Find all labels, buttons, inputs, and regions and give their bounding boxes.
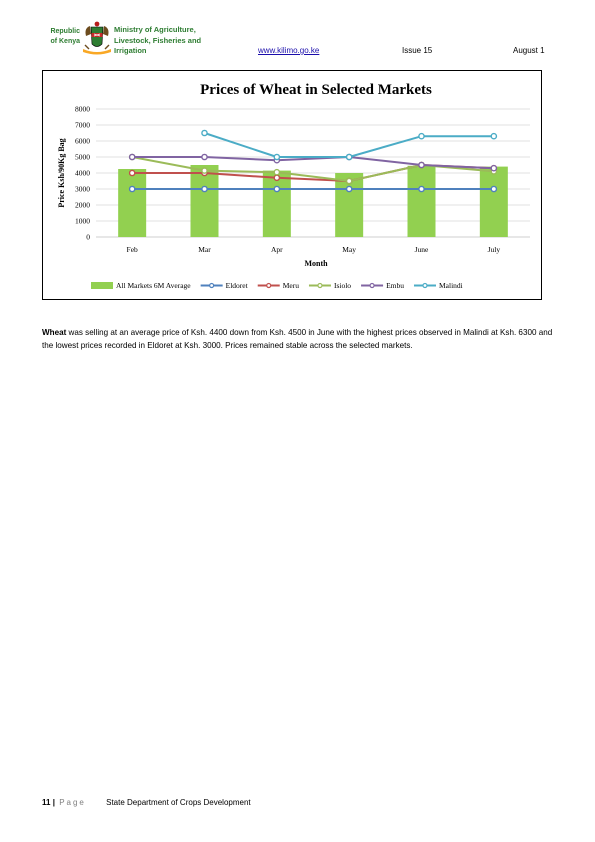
point-meru	[130, 170, 135, 175]
y-tick-label: 6000	[75, 136, 90, 146]
point-isiolo	[274, 170, 279, 175]
chart-title: Prices of Wheat in Selected Markets	[200, 82, 432, 98]
page-word: Page	[59, 798, 86, 807]
point-malindi	[274, 154, 279, 159]
page-number: 11	[42, 798, 51, 807]
legend-marker-eldoret	[210, 284, 214, 288]
x-tick-label: Feb	[126, 245, 138, 254]
summary-lead: Wheat	[42, 328, 67, 338]
issue-date: August 1	[513, 46, 545, 55]
x-tick-label: June	[414, 245, 429, 254]
republic-of-kenya-label	[44, 27, 80, 47]
ministry-line-1: Ministry of Agriculture,	[114, 25, 196, 34]
point-malindi	[202, 130, 207, 135]
y-tick-label: 4000	[75, 168, 90, 178]
legend-label-average: All Markets 6M Average	[116, 281, 191, 290]
point-eldoret	[419, 186, 424, 191]
legend-marker-isiolo	[318, 284, 322, 288]
y-tick-label: 1000	[75, 216, 90, 226]
wheat-price-chart	[42, 70, 542, 300]
bar-june	[408, 166, 436, 237]
x-tick-label: Mar	[198, 245, 211, 254]
coat-of-arms-icon	[80, 20, 114, 56]
page-separator: |	[52, 798, 55, 807]
x-tick-label: Apr	[270, 245, 283, 254]
ministry-name	[114, 25, 201, 57]
legend-swatch-average	[91, 282, 113, 289]
y-tick-label: 0	[86, 232, 90, 242]
point-eldoret	[202, 186, 207, 191]
point-eldoret	[347, 186, 352, 191]
legend-label-malindi: Malindi	[438, 281, 463, 290]
chart-canvas	[43, 71, 540, 298]
y-tick-label: 2000	[75, 200, 90, 210]
point-meru	[274, 175, 279, 180]
legend-marker-embu	[370, 284, 374, 288]
point-malindi	[347, 154, 352, 159]
point-eldoret	[130, 186, 135, 191]
x-axis-label: Month	[304, 259, 328, 268]
legend-label-eldoret: Eldoret	[225, 281, 248, 290]
point-embu	[202, 154, 207, 159]
y-tick-label: 8000	[75, 104, 90, 114]
point-isiolo	[347, 178, 352, 183]
legend-label-meru: Meru	[282, 281, 299, 290]
line-malindi	[205, 133, 494, 157]
ministry-line-3: Irrigation	[114, 46, 147, 55]
department-name: State Department of Crops Development	[106, 798, 251, 807]
bar-july	[480, 167, 508, 237]
website-link[interactable]: www.kilimo.go.ke	[258, 46, 320, 55]
x-tick-label: July	[487, 245, 501, 254]
point-embu	[491, 166, 496, 171]
legend-marker-malindi	[423, 284, 427, 288]
issue-number: Issue 15	[402, 46, 433, 55]
point-embu	[419, 162, 424, 167]
point-malindi	[419, 134, 424, 139]
x-tick-label: May	[342, 245, 357, 254]
y-axis-label: Price Ksh/90Kg Bag	[57, 138, 66, 208]
point-embu	[130, 154, 135, 159]
summary-text: was selling at an average price of Ksh. 4400 down from Ksh. 4500 in June with the highest prices observed in Malindi at Ksh. 6300 and the lowest prices recorded in Eldoret at Ksh. 3000. Prices remained stable across the selected markets.	[42, 328, 553, 351]
y-tick-label: 7000	[75, 120, 90, 130]
y-tick-label: 3000	[75, 184, 90, 194]
point-eldoret	[274, 186, 279, 191]
ministry-line-2: Livestock, Fisheries and	[114, 35, 202, 45]
page-footer	[42, 798, 251, 807]
point-malindi	[491, 134, 496, 139]
republic-line-2: of Kenya	[50, 38, 80, 45]
republic-line-1: Republic	[50, 28, 80, 35]
summary-paragraph	[42, 326, 556, 352]
legend-label-embu: Embu	[386, 281, 404, 290]
point-isiolo	[202, 168, 207, 173]
bar-feb	[118, 169, 146, 237]
point-eldoret	[491, 186, 496, 191]
legend-label-isiolo: Isiolo	[333, 281, 352, 290]
line-isiolo	[132, 157, 494, 181]
legend-marker-meru	[267, 284, 271, 288]
y-tick-label: 5000	[75, 152, 90, 162]
